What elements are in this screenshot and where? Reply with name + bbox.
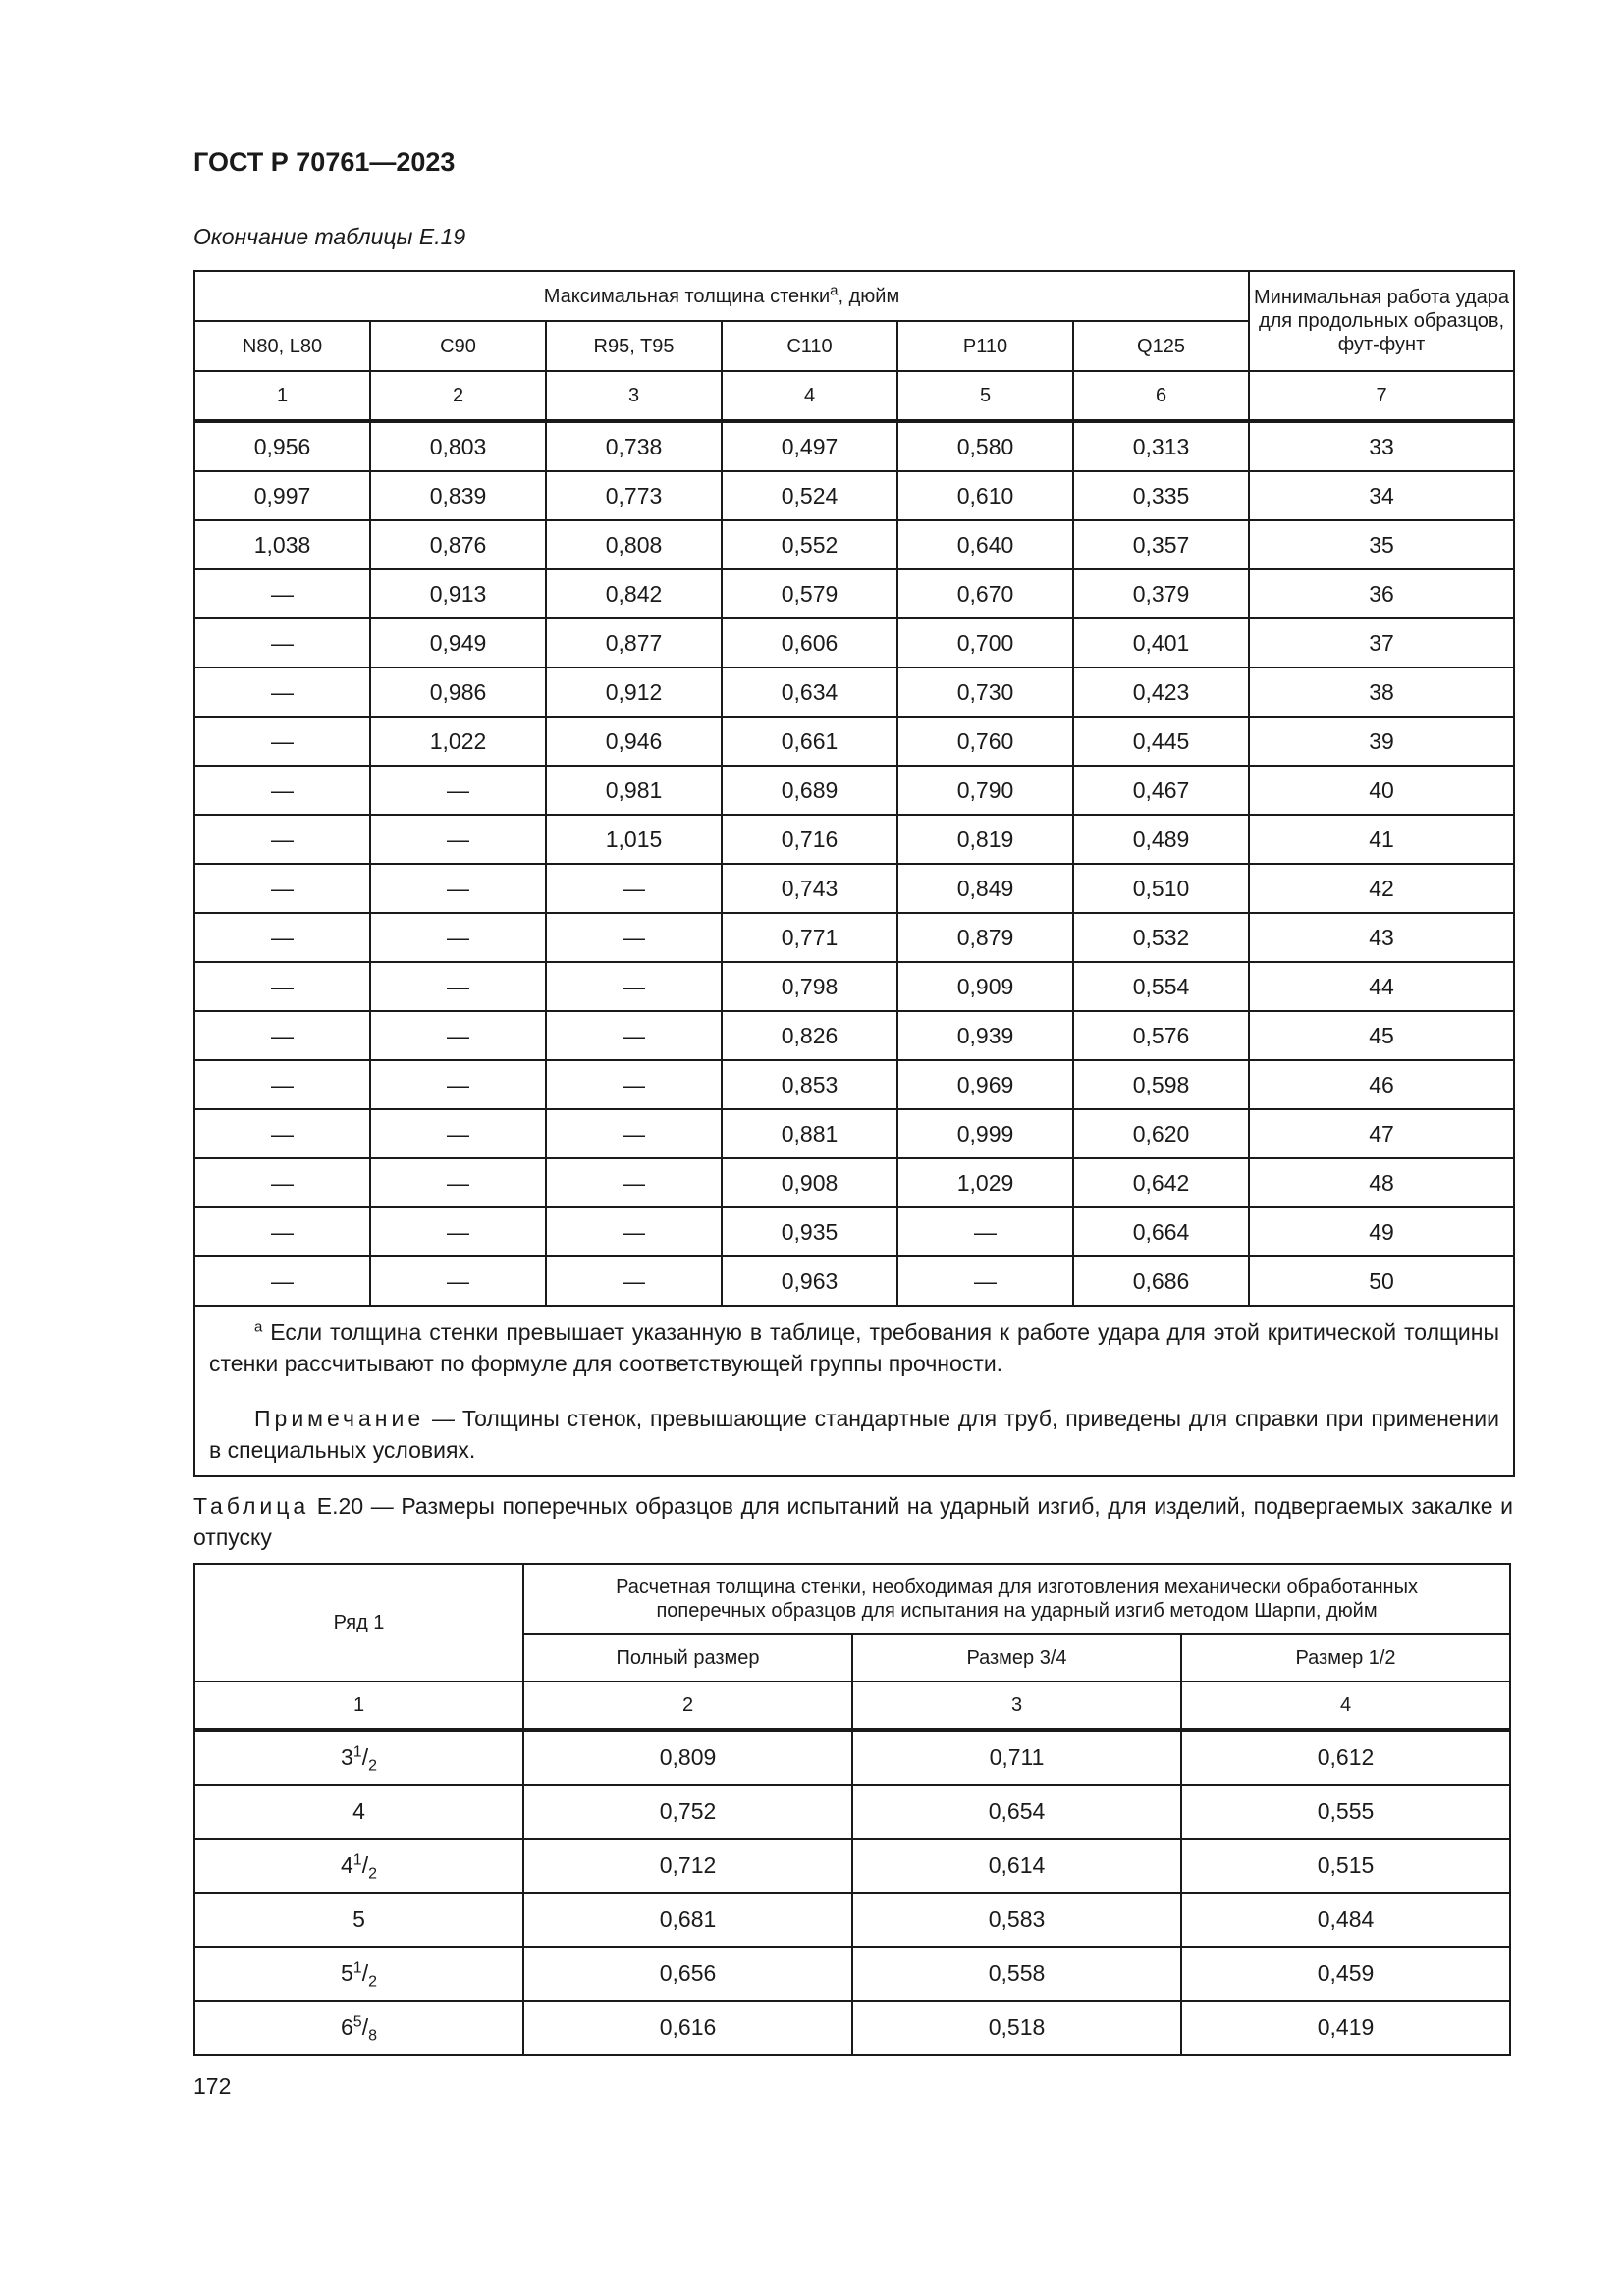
table-cell: — (370, 913, 546, 962)
table-cell: 0,738 (546, 421, 722, 471)
table-cell: 0,939 (897, 1011, 1073, 1060)
table-cell: 0,419 (1181, 2001, 1510, 2055)
table-cell: 33 (1249, 421, 1514, 471)
table-cell: — (370, 864, 546, 913)
table-cell: 1,029 (897, 1158, 1073, 1207)
column-number: 3 (546, 371, 722, 421)
column-number: 6 (1073, 371, 1249, 421)
size-numerator: 5 (352, 2013, 362, 2031)
grade-header: C90 (370, 321, 546, 371)
table-cell: 0,876 (370, 520, 546, 569)
table-row (194, 815, 1514, 864)
table-row (194, 1109, 1514, 1158)
table-cell: 0,552 (722, 520, 897, 569)
table-cell: 0,849 (897, 864, 1073, 913)
table-cell: 0,908 (722, 1158, 897, 1207)
table-row (194, 569, 1514, 618)
size-denominator: 2 (368, 1973, 377, 1991)
table-cell: — (194, 815, 370, 864)
table-cell: — (194, 1060, 370, 1109)
table-row (194, 766, 1514, 815)
size-whole: 5 (352, 1906, 365, 1932)
table-cell: 45 (1249, 1011, 1514, 1060)
table-cell: 0,819 (897, 815, 1073, 864)
column-number: 2 (523, 1682, 852, 1730)
table-cell: — (194, 1207, 370, 1256)
size-whole: 4 (341, 1852, 353, 1878)
table-cell: 0,853 (722, 1060, 897, 1109)
table-cell: — (546, 1060, 722, 1109)
table-cell: 0,839 (370, 471, 546, 520)
table-cell: 37 (1249, 618, 1514, 667)
table-row (194, 421, 1514, 471)
table-cell: 0,881 (722, 1109, 897, 1158)
table-cell: 50 (1249, 1256, 1514, 1306)
table-cell: 40 (1249, 766, 1514, 815)
table-cell: 0,879 (897, 913, 1073, 962)
table-row (194, 2001, 1510, 2055)
table-cell: 0,771 (722, 913, 897, 962)
table-row (194, 913, 1514, 962)
column-number: 1 (194, 371, 370, 421)
table-row (194, 471, 1514, 520)
table-cell: 0,730 (897, 667, 1073, 717)
table-e19-body (194, 271, 1514, 1476)
table-cell: 0,379 (1073, 569, 1249, 618)
column-number: 4 (1181, 1682, 1510, 1730)
table-cell: 0,686 (1073, 1256, 1249, 1306)
table-cell: 0,467 (1073, 766, 1249, 815)
table-cell: 0,664 (1073, 1207, 1249, 1256)
table-row (194, 1947, 1510, 2001)
table-row (194, 1785, 1510, 1839)
table-row (194, 864, 1514, 913)
table-cell: 0,313 (1073, 421, 1249, 471)
table-cell: 0,489 (1073, 815, 1249, 864)
table-cell: 0,743 (722, 864, 897, 913)
table-cell: 41 (1249, 815, 1514, 864)
size-numerator: 1 (352, 1851, 362, 1869)
table-row (194, 520, 1514, 569)
table-row (194, 1011, 1514, 1060)
table-cell: 0,700 (897, 618, 1073, 667)
grade-header: P110 (897, 321, 1073, 371)
size-whole: 5 (341, 1960, 353, 1986)
column-number: 2 (370, 371, 546, 421)
table-cell: 0,640 (897, 520, 1073, 569)
column-number: 4 (722, 371, 897, 421)
table-cell: 0,986 (370, 667, 546, 717)
table-cell: 0,981 (546, 766, 722, 815)
table-row (194, 618, 1514, 667)
table-cell: 44 (1249, 962, 1514, 1011)
table-row (194, 717, 1514, 766)
column-number: 3 (852, 1682, 1181, 1730)
table-cell: 0,610 (897, 471, 1073, 520)
table-cell: 0,912 (546, 667, 722, 717)
pipe-size-cell: $4^1/_2$ (194, 1839, 523, 1893)
table-cell: 0,808 (546, 520, 722, 569)
table-cell: 0,909 (897, 962, 1073, 1011)
table-cell: 39 (1249, 717, 1514, 766)
table-cell: 0,842 (546, 569, 722, 618)
table-cell: — (194, 717, 370, 766)
size-whole: 3 (341, 1744, 353, 1770)
table-cell: 0,612 (1181, 1730, 1510, 1785)
table-cell: — (194, 618, 370, 667)
table-cell: 0,773 (546, 471, 722, 520)
table-cell: — (194, 1158, 370, 1207)
table-continuation-caption: Окончание таблицы Е.19 (193, 224, 466, 249)
table-e19 (193, 270, 1515, 1477)
table-cell: — (546, 1011, 722, 1060)
table-e19-impact-header: Минимальная работа удара для продольных образцов, фут-фунт (1249, 271, 1514, 371)
table-cell: 36 (1249, 569, 1514, 618)
table-cell: 0,913 (370, 569, 546, 618)
size-whole: 4 (352, 1798, 365, 1824)
column-number: 5 (897, 371, 1073, 421)
table-cell: 0,670 (897, 569, 1073, 618)
table-cell: 0,963 (722, 1256, 897, 1306)
table-cell: — (370, 1109, 546, 1158)
table-cell: 0,946 (546, 717, 722, 766)
table-cell: — (370, 815, 546, 864)
table-cell: — (194, 1109, 370, 1158)
document-header: ГОСТ Р 70761—2023 (193, 147, 456, 177)
grade-header: N80, L80 (194, 321, 370, 371)
table-cell: — (194, 569, 370, 618)
table-cell: — (370, 766, 546, 815)
table-cell: — (370, 1256, 546, 1306)
size-numerator: 1 (352, 1959, 362, 1977)
table-cell: 0,661 (722, 717, 897, 766)
table-cell: — (194, 962, 370, 1011)
table-cell: 0,524 (722, 471, 897, 520)
grade-header: C110 (722, 321, 897, 371)
table-row (194, 1207, 1514, 1256)
table-cell: — (897, 1256, 1073, 1306)
table-cell: 0,580 (897, 421, 1073, 471)
table-cell: 0,969 (897, 1060, 1073, 1109)
table-cell: 0,401 (1073, 618, 1249, 667)
table-e19-group-header: Максимальная толщина стенки$^a$, дюйм (194, 271, 1249, 321)
table-cell: 0,877 (546, 618, 722, 667)
table-cell: — (370, 1158, 546, 1207)
table-cell: 0,606 (722, 618, 897, 667)
table-cell: 1,022 (370, 717, 546, 766)
table-cell: — (194, 864, 370, 913)
table-note: Примечание — Толщины стенок, превышающие стандартные для труб, приведены для справки при применении в специальных условиях. (209, 1406, 1499, 1463)
table-cell: 0,656 (523, 1947, 852, 2001)
table-cell: 0,681 (523, 1893, 852, 1947)
table-cell: 48 (1249, 1158, 1514, 1207)
table-row (194, 1730, 1510, 1785)
table-cell: 0,510 (1073, 864, 1249, 913)
pipe-size-cell: $6^5/_8$ (194, 2001, 523, 2055)
table-row (194, 1060, 1514, 1109)
table-cell: 0,949 (370, 618, 546, 667)
table-cell: — (194, 766, 370, 815)
size-header: Размер 3/4 (852, 1634, 1181, 1682)
table-cell: 47 (1249, 1109, 1514, 1158)
table-cell: — (194, 667, 370, 717)
table-cell: 1,015 (546, 815, 722, 864)
table-cell: 0,712 (523, 1839, 852, 1893)
size-numerator: 1 (352, 1743, 362, 1761)
table-cell: 0,790 (897, 766, 1073, 815)
table-e20 (193, 1563, 1511, 2056)
table-cell: — (370, 1207, 546, 1256)
table-cell: 0,357 (1073, 520, 1249, 569)
table-cell: 34 (1249, 471, 1514, 520)
table-cell: 43 (1249, 913, 1514, 962)
table-row (194, 667, 1514, 717)
table-cell: — (370, 1060, 546, 1109)
table-cell: 0,459 (1181, 1947, 1510, 2001)
table-cell: — (897, 1207, 1073, 1256)
grade-header: R95, T95 (546, 321, 722, 371)
table-cell: — (546, 1109, 722, 1158)
table-cell: 35 (1249, 520, 1514, 569)
page-number: 172 (193, 2073, 232, 2099)
table-cell: — (546, 913, 722, 962)
table-cell: — (194, 1256, 370, 1306)
table-cell: 0,554 (1073, 962, 1249, 1011)
table-cell: — (370, 1011, 546, 1060)
grade-header: Q125 (1073, 321, 1249, 371)
table-cell: 0,935 (722, 1207, 897, 1256)
table-row (194, 962, 1514, 1011)
table-cell: 0,654 (852, 1785, 1181, 1839)
column-number: 1 (194, 1682, 523, 1730)
table-cell: 0,752 (523, 1785, 852, 1839)
table-cell: — (194, 1011, 370, 1060)
table-cell: 0,711 (852, 1730, 1181, 1785)
table-cell: — (546, 864, 722, 913)
pipe-size-cell (194, 1893, 523, 1947)
size-header: Полный размер (523, 1634, 852, 1682)
table-cell: 0,716 (722, 815, 897, 864)
table-cell: 0,997 (194, 471, 370, 520)
table-cell: — (546, 1207, 722, 1256)
table-e20-body (194, 1564, 1510, 2055)
table-cell: 0,576 (1073, 1011, 1249, 1060)
table-cell: 49 (1249, 1207, 1514, 1256)
table-cell: 38 (1249, 667, 1514, 717)
table-cell: 0,826 (722, 1011, 897, 1060)
table-cell: 0,689 (722, 766, 897, 815)
footnote-a: $^a$ Если толщина стенки превышает указанную в таблице, требования к работе удара для этой критической толщины стенки рассчитывают по формуле для соответствующей группы прочности. (209, 1318, 1499, 1376)
table-cell: 1,038 (194, 520, 370, 569)
table-cell: — (194, 913, 370, 962)
table-cell: 0,798 (722, 962, 897, 1011)
table-cell: 0,803 (370, 421, 546, 471)
table-cell: — (370, 962, 546, 1011)
table-row (194, 1893, 1510, 1947)
table-cell: 0,558 (852, 1947, 1181, 2001)
table-cell: 0,598 (1073, 1060, 1249, 1109)
table-e19-footnotes (194, 1306, 1514, 1476)
table-e20-caption: Таблица Е.20 — Размеры поперечных образцов для испытаний на ударный изгиб, для изделий, подвергаемых закалке и отпуску (193, 1493, 1513, 1550)
table-cell: 0,423 (1073, 667, 1249, 717)
table-e20-group-header: Расчетная толщина стенки, необходимая для изготовления механически обработанных поперечных образцов для испытания на ударный изгиб методом Шарпи, дюйм (523, 1564, 1510, 1634)
pipe-size-cell (194, 1785, 523, 1839)
table-cell: 0,497 (722, 421, 897, 471)
table-cell: — (546, 1256, 722, 1306)
table-cell: 0,518 (852, 2001, 1181, 2055)
size-denominator: 8 (368, 2027, 377, 2045)
table-cell: 0,760 (897, 717, 1073, 766)
table-cell: 46 (1249, 1060, 1514, 1109)
table-cell: 0,999 (897, 1109, 1073, 1158)
table-cell: 0,555 (1181, 1785, 1510, 1839)
table-row (194, 1256, 1514, 1306)
table-cell: — (546, 962, 722, 1011)
table-cell: 42 (1249, 864, 1514, 913)
column-number: 7 (1249, 371, 1514, 421)
table-cell: 0,445 (1073, 717, 1249, 766)
pipe-size-cell: $5^1/_2$ (194, 1947, 523, 2001)
size-denominator: 2 (368, 1865, 377, 1883)
table-cell: 0,620 (1073, 1109, 1249, 1158)
table-cell: 0,532 (1073, 913, 1249, 962)
table-cell: 0,614 (852, 1839, 1181, 1893)
table-cell: 0,809 (523, 1730, 852, 1785)
table-e20-row-header: Ряд 1 (194, 1564, 523, 1682)
size-denominator: 2 (368, 1757, 377, 1775)
table-cell: 0,335 (1073, 471, 1249, 520)
size-header: Размер 1/2 (1181, 1634, 1510, 1682)
table-cell: 0,515 (1181, 1839, 1510, 1893)
table-cell: 0,579 (722, 569, 897, 618)
table-cell: 0,484 (1181, 1893, 1510, 1947)
table-cell: 0,956 (194, 421, 370, 471)
table-cell: 0,583 (852, 1893, 1181, 1947)
table-cell: — (546, 1158, 722, 1207)
table-cell: 0,616 (523, 2001, 852, 2055)
table-cell: 0,642 (1073, 1158, 1249, 1207)
size-whole: 6 (341, 2014, 353, 2040)
table-cell: 0,634 (722, 667, 897, 717)
table-row (194, 1158, 1514, 1207)
table-row (194, 1839, 1510, 1893)
pipe-size-cell: $3^1/_2$ (194, 1730, 523, 1785)
